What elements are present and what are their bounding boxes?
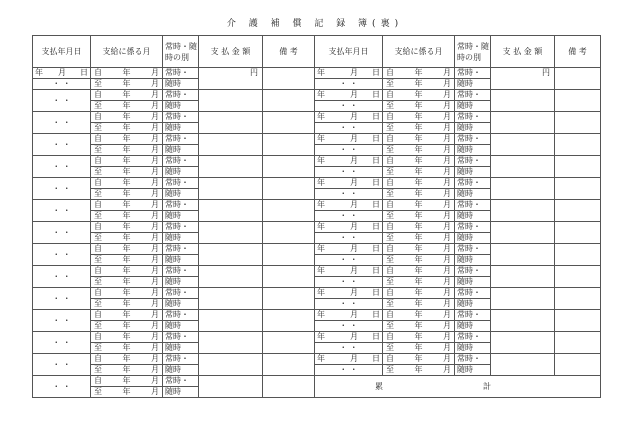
- pay-date-dots: ・ ・: [52, 227, 71, 237]
- type-always: 常時・: [165, 310, 189, 319]
- record-row: [33, 200, 601, 211]
- period-to: 至 年 月: [386, 255, 451, 264]
- record-row: [33, 112, 601, 123]
- type-always: 常時・: [165, 112, 189, 121]
- type-occasional: 随時: [165, 255, 181, 264]
- type-always: 常時・: [457, 68, 481, 77]
- pay-date-dots: ・ ・: [339, 365, 358, 374]
- period-to: 至 年 月: [386, 343, 451, 352]
- type-always: 常時・: [165, 354, 189, 363]
- record-row: [33, 354, 601, 365]
- pay-date-dots: ・ ・: [52, 315, 71, 325]
- header-type-right: 常時・随時の別: [455, 36, 491, 68]
- pay-date-dots: ・ ・: [52, 249, 71, 259]
- period-from: 自 年 月: [94, 354, 159, 363]
- type-occasional: 随時: [457, 255, 473, 264]
- period-to: 至 年 月: [94, 387, 159, 396]
- yen-unit: 円: [250, 68, 258, 77]
- type-always: 常時・: [457, 354, 481, 363]
- type-occasional: 随時: [165, 233, 181, 242]
- period-to: 至 年 月: [386, 365, 451, 374]
- period-from: 自 年 月: [94, 222, 159, 231]
- period-to: 至 年 月: [94, 365, 159, 374]
- period-from: 自 年 月: [386, 354, 451, 363]
- type-occasional: 随時: [165, 145, 181, 154]
- period-from: 自 年 月: [386, 90, 451, 99]
- record-row: [33, 376, 601, 387]
- pay-date-dots: ・ ・: [339, 189, 358, 198]
- type-occasional: 随時: [457, 321, 473, 330]
- period-to: 至 年 月: [386, 167, 451, 176]
- type-always: 常時・: [165, 376, 189, 385]
- pay-date-dots: ・ ・: [52, 381, 71, 391]
- period-from: 自 年 月: [386, 200, 451, 209]
- pay-date-dots: ・ ・: [339, 299, 358, 308]
- header-pay-date-right: 支払年月日: [315, 36, 383, 68]
- type-occasional: 随時: [457, 167, 473, 176]
- period-to: 至 年 月: [94, 101, 159, 110]
- period-to: 至 年 月: [386, 189, 451, 198]
- pay-date-full: 年 月 日: [317, 354, 380, 363]
- pay-date-dots: ・ ・: [52, 139, 71, 149]
- record-row: [33, 266, 601, 277]
- type-always: 常時・: [457, 200, 481, 209]
- header-pay-date-left: 支払年月日: [33, 36, 91, 68]
- pay-date-dots: ・ ・: [52, 183, 71, 193]
- record-row: [33, 222, 601, 233]
- period-from: 自 年 月: [94, 200, 159, 209]
- period-to: 至 年 月: [386, 211, 451, 220]
- period-to: 至 年 月: [94, 123, 159, 132]
- type-always: 常時・: [457, 222, 481, 231]
- type-occasional: 随時: [457, 211, 473, 220]
- type-always: 常時・: [457, 112, 481, 121]
- period-from: 自 年 月: [94, 310, 159, 319]
- pay-date-full: 年 月 日: [317, 178, 380, 187]
- pay-date-dots: ・ ・: [52, 79, 71, 88]
- period-to: 至 年 月: [94, 79, 159, 88]
- type-occasional: 随時: [165, 211, 181, 220]
- period-to: 至 年 月: [386, 277, 451, 286]
- period-from: 自 年 月: [386, 288, 451, 297]
- period-from: 自 年 月: [386, 332, 451, 341]
- pay-date-full: 年 月 日: [317, 288, 380, 297]
- pay-date-dots: ・ ・: [339, 101, 358, 110]
- period-from: 自 年 月: [94, 112, 159, 121]
- period-from: 自 年 月: [386, 178, 451, 187]
- type-occasional: 随時: [457, 343, 473, 352]
- yen-unit: 円: [542, 68, 550, 77]
- pay-date-dots: ・ ・: [52, 161, 71, 171]
- type-always: 常時・: [165, 244, 189, 253]
- period-to: 至 年 月: [94, 211, 159, 220]
- type-always: 常時・: [457, 178, 481, 187]
- type-occasional: 随時: [165, 123, 181, 132]
- record-row: [33, 178, 601, 189]
- type-always: 常時・: [165, 222, 189, 231]
- compensation-record-table: [32, 35, 601, 398]
- pay-date-dots: ・ ・: [339, 145, 358, 154]
- type-occasional: 随時: [165, 101, 181, 110]
- period-from: 自 年 月: [386, 156, 451, 165]
- period-to: 至 年 月: [386, 123, 451, 132]
- period-from: 自 年 月: [94, 332, 159, 341]
- pay-date-dots: ・ ・: [339, 211, 358, 220]
- period-from: 自 年 月: [94, 266, 159, 275]
- header-pay-period-left: 支給に係る月: [91, 36, 163, 68]
- period-from: 自 年 月: [386, 244, 451, 253]
- header-pay-period-right: 支給に係る月: [383, 36, 455, 68]
- record-row: [33, 310, 601, 321]
- type-occasional: 随時: [457, 233, 473, 242]
- pay-date-full: 年 月 日: [317, 332, 380, 341]
- header-remarks-left: 備 考: [263, 36, 315, 68]
- pay-date-dots: ・ ・: [52, 117, 71, 127]
- pay-date-full: 年 月 日: [317, 68, 380, 77]
- pay-date-dots: ・ ・: [52, 271, 71, 281]
- pay-date-full: 年 月 日: [317, 200, 380, 209]
- period-to: 至 年 月: [386, 233, 451, 242]
- type-occasional: 随時: [165, 387, 181, 396]
- period-to: 至 年 月: [386, 321, 451, 330]
- pay-date-dots: ・ ・: [339, 343, 358, 352]
- header-row: [33, 36, 601, 68]
- pay-date-full: 年 月 日: [317, 112, 380, 121]
- period-to: 至 年 月: [386, 299, 451, 308]
- type-always: 常時・: [457, 288, 481, 297]
- pay-date-dots: ・ ・: [339, 255, 358, 264]
- total-cell: 累 計: [315, 376, 601, 398]
- type-always: 常時・: [457, 134, 481, 143]
- record-row: [33, 332, 601, 343]
- type-occasional: 随時: [165, 321, 181, 330]
- record-row: [33, 288, 601, 299]
- type-always: 常時・: [165, 134, 189, 143]
- pay-date-full: 年 月 日: [317, 90, 380, 99]
- period-from: 自 年 月: [94, 156, 159, 165]
- type-always: 常時・: [165, 90, 189, 99]
- pay-date-full: 年 月 日: [317, 266, 380, 275]
- pay-date-full: 年 月 日: [317, 156, 380, 165]
- type-occasional: 随時: [165, 365, 181, 374]
- period-from: 自 年 月: [386, 266, 451, 275]
- pay-date-dots: ・ ・: [52, 95, 71, 105]
- header-amount-right: 支 払 金 額: [491, 36, 555, 68]
- period-from: 自 年 月: [386, 310, 451, 319]
- period-to: 至 年 月: [94, 189, 159, 198]
- type-always: 常時・: [165, 332, 189, 341]
- period-to: 至 年 月: [386, 145, 451, 154]
- period-from: 自 年 月: [94, 244, 159, 253]
- period-from: 自 年 月: [94, 134, 159, 143]
- type-occasional: 随時: [165, 343, 181, 352]
- type-occasional: 随時: [457, 101, 473, 110]
- period-to: 至 年 月: [94, 255, 159, 264]
- pay-date-full: 年 月 日: [35, 68, 88, 77]
- type-always: 常時・: [165, 68, 189, 77]
- type-always: 常時・: [165, 266, 189, 275]
- period-to: 至 年 月: [94, 277, 159, 286]
- period-from: 自 年 月: [94, 90, 159, 99]
- record-row: [33, 90, 601, 101]
- record-row: [33, 134, 601, 145]
- pay-date-dots: ・ ・: [52, 337, 71, 347]
- period-from: 自 年 月: [94, 178, 159, 187]
- type-always: 常時・: [165, 178, 189, 187]
- pay-date-full: 年 月 日: [317, 244, 380, 253]
- period-from: 自 年 月: [386, 134, 451, 143]
- type-always: 常時・: [457, 332, 481, 341]
- type-occasional: 随時: [165, 167, 181, 176]
- period-to: 至 年 月: [386, 101, 451, 110]
- type-occasional: 随時: [165, 79, 181, 88]
- type-occasional: 随時: [457, 79, 473, 88]
- header-amount-left: 支 払 金 額: [199, 36, 263, 68]
- pay-date-full: 年 月 日: [317, 222, 380, 231]
- pay-date-dots: ・ ・: [339, 123, 358, 132]
- type-occasional: 随時: [165, 189, 181, 198]
- pay-date-dots: ・ ・: [339, 233, 358, 242]
- period-from: 自 年 月: [94, 68, 159, 77]
- period-to: 至 年 月: [94, 167, 159, 176]
- type-always: 常時・: [165, 200, 189, 209]
- type-occasional: 随時: [165, 277, 181, 286]
- pay-date-dots: ・ ・: [52, 205, 71, 215]
- type-always: 常時・: [457, 90, 481, 99]
- pay-date-dots: ・ ・: [52, 293, 71, 303]
- type-occasional: 随時: [457, 189, 473, 198]
- type-always: 常時・: [165, 288, 189, 297]
- type-occasional: 随時: [457, 145, 473, 154]
- page-title: 介 護 補 償 記 録 簿(裏): [226, 19, 404, 29]
- type-always: 常時・: [457, 310, 481, 319]
- period-from: 自 年 月: [386, 68, 451, 77]
- record-row: [33, 68, 601, 79]
- type-occasional: 随時: [457, 277, 473, 286]
- period-to: 至 年 月: [94, 145, 159, 154]
- period-from: 自 年 月: [386, 112, 451, 121]
- period-to: 至 年 月: [94, 321, 159, 330]
- type-always: 常時・: [457, 156, 481, 165]
- type-occasional: 随時: [457, 365, 473, 374]
- pay-date-dots: ・ ・: [339, 321, 358, 330]
- pay-date-dots: ・ ・: [339, 277, 358, 286]
- header-type-left: 常時・随時の別: [163, 36, 199, 68]
- period-from: 自 年 月: [386, 222, 451, 231]
- period-from: 自 年 月: [94, 288, 159, 297]
- pay-date-dots: ・ ・: [52, 359, 71, 369]
- period-to: 至 年 月: [94, 233, 159, 242]
- type-always: 常時・: [165, 156, 189, 165]
- header-remarks-right: 備 考: [555, 36, 601, 68]
- type-occasional: 随時: [457, 299, 473, 308]
- record-row: [33, 156, 601, 167]
- type-always: 常時・: [457, 266, 481, 275]
- type-occasional: 随時: [165, 299, 181, 308]
- pay-date-full: 年 月 日: [317, 134, 380, 143]
- pay-date-dots: ・ ・: [339, 167, 358, 176]
- type-occasional: 随時: [457, 123, 473, 132]
- pay-date-dots: ・ ・: [339, 79, 358, 88]
- record-row: [33, 244, 601, 255]
- period-to: 至 年 月: [386, 79, 451, 88]
- pay-date-full: 年 月 日: [317, 310, 380, 319]
- period-to: 至 年 月: [94, 343, 159, 352]
- type-always: 常時・: [457, 244, 481, 253]
- period-to: 至 年 月: [94, 299, 159, 308]
- period-from: 自 年 月: [94, 376, 159, 385]
